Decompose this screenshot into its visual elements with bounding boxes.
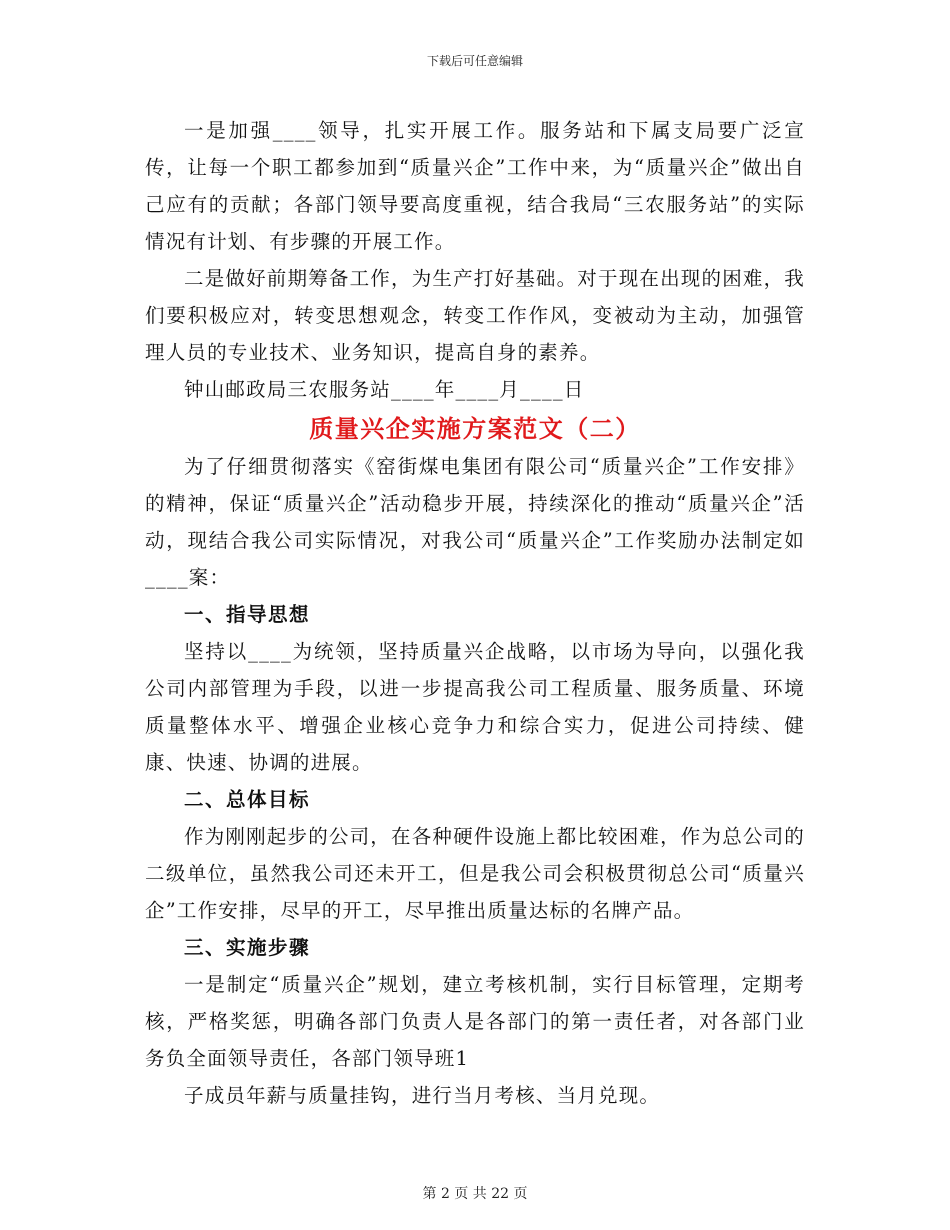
paragraph: 二是做好前期筹备工作，为生产打好基础。对于现在出现的困难，我们要积极应对，转变思想观念，转变工作作风，变被动为主动，加强管理人员的专业技术、业务知识，提高自身的素养。 <box>145 267 806 364</box>
page-header-note: 下载后可任意编辑 <box>426 54 523 68</box>
heading-guiding-ideology: 一、指导思想 <box>184 603 311 626</box>
page-number: 第 2 页 共 22 页 <box>422 1186 528 1202</box>
paragraph: 坚持以____为统领，坚持质量兴企战略，以市场为导向，以强化我公司内部管理为手段，以进一步提高我公司工程质量、服务质量、环境质量整体水平、增强企业核心竞争力和综合实力，促进公司持续、健康、快速、协调的进展。 <box>145 640 805 774</box>
paragraph: 子成员年薪与质量挂钩，进行当月考核、当月兑现。 <box>184 1084 661 1107</box>
heading-overall-goal: 二、总体目标 <box>184 788 311 811</box>
paragraph: 一是制定“质量兴企”规划，建立考核机制，实行目标管理，定期考核，严格奖惩，明确各部门负责人是各部门的第一责任者，对各部门业务负全面领导责任，各部门领导班1 <box>145 973 805 1070</box>
heading-implementation-steps: 三、实施步骤 <box>184 936 311 959</box>
signature-date-line: 钟山邮政局三农服务站____年____月____日 <box>184 378 585 401</box>
section-title: 质量兴企实施方案范文（二） <box>309 415 641 443</box>
paragraph: 作为刚刚起步的公司，在各种硬件设施上都比较困难，作为总公司的二级单位，虽然我公司还未开工，但是我公司会积极贯彻总公司“质量兴企”工作安排，尽早的开工，尽早推出质量达标的名牌产品。 <box>145 825 806 922</box>
paragraph: 为了仔细贯彻落实《窑街煤电集团有限公司“质量兴企”工作安排》的精神，保证“质量兴企”活动稳步开展，持续深化的推动“质量兴企”活动，现结合我公司实际情况，对我公司“质量兴企”工作奖励办法制定如____案： <box>145 455 805 589</box>
document-body <box>145 112 805 1114</box>
paragraph: 一是加强____领导，扎实开展工作。服务站和下属支局要广泛宣传，让每一个职工都参加到“质量兴企”工作中来，为“质量兴企”做出自己应有的贡献；各部门领导要高度重视，结合我局“三农服务站”的实际情况有计划、有步骤的开展工作。 <box>145 119 805 253</box>
